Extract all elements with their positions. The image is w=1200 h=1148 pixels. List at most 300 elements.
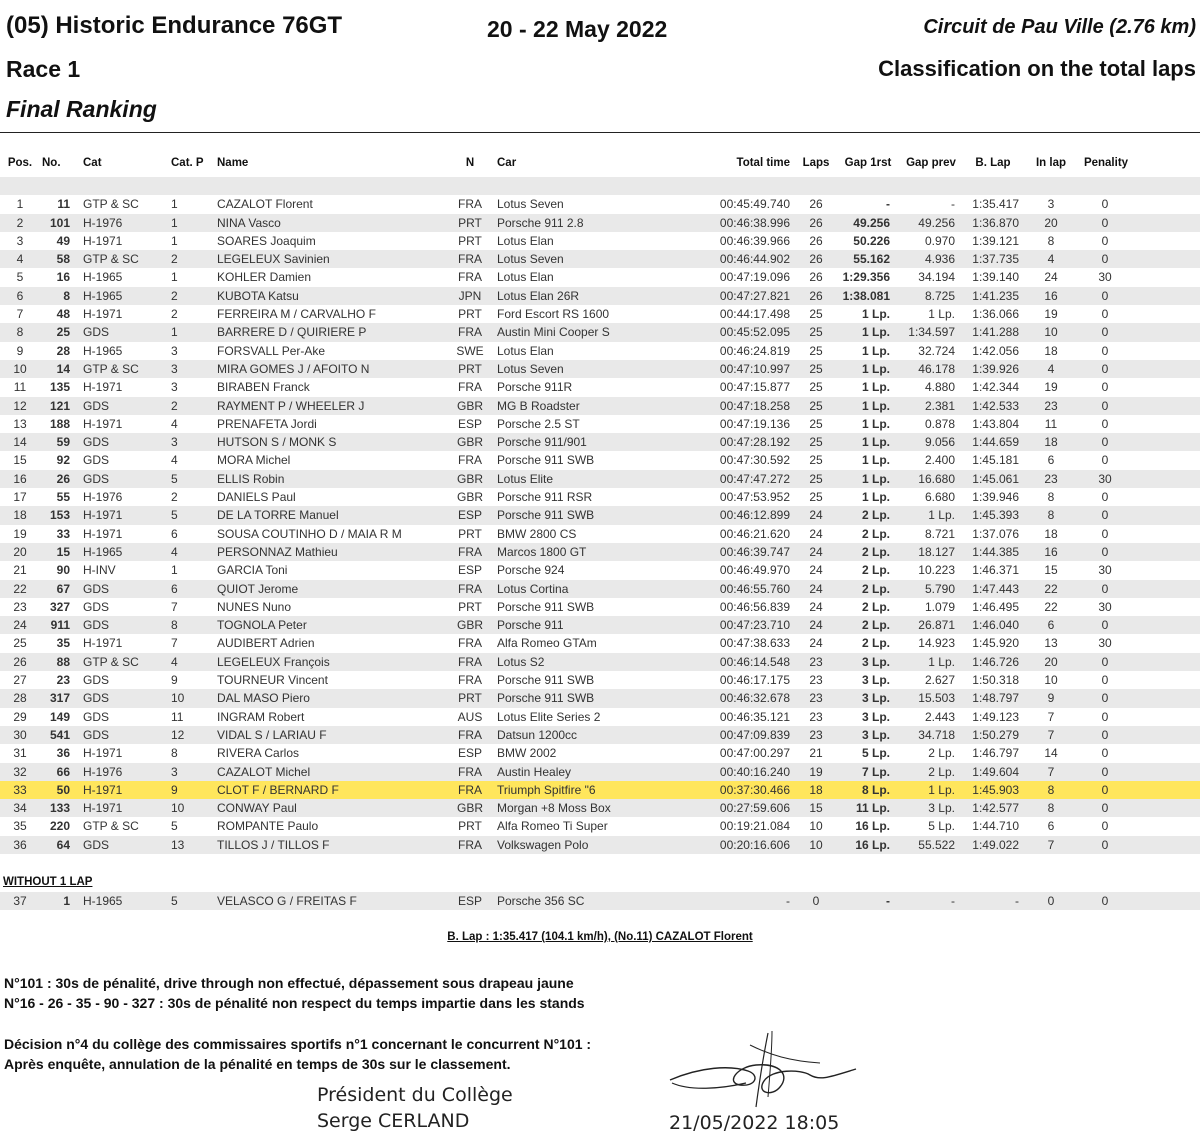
cell-pos: 5	[16, 270, 24, 285]
cell-category-position: 11	[171, 709, 184, 724]
cell-gap-first: 16 Lp.	[855, 837, 890, 852]
cell-best-lap: 1:37.076	[972, 526, 1019, 541]
cell-total-time: 00:45:52.095	[719, 325, 790, 340]
cell-gap-first: 3 Lp.	[861, 654, 890, 669]
cell-pos: 33	[13, 782, 27, 797]
cell-best-lap: 1:50.318	[972, 673, 1019, 688]
cell-gap-first: -	[886, 197, 890, 212]
table-spacer-row	[0, 177, 1200, 195]
table-row	[0, 378, 1200, 396]
cell-gap-first: 2 Lp.	[861, 508, 890, 523]
cell-category: H-1971	[83, 746, 123, 761]
table-row	[0, 689, 1200, 707]
cell-total-time: 00:47:23.710	[719, 618, 790, 633]
cell-total-time: 00:46:44.902	[719, 252, 790, 267]
col-in-lap: In lap	[1035, 157, 1067, 169]
cell-category: H-1971	[83, 233, 123, 248]
cell-in-lap: 7	[1047, 709, 1055, 724]
classification-label: Classification on the total laps	[878, 56, 1196, 81]
cell-number: 90	[56, 563, 70, 578]
cell-penalty: 0	[1101, 453, 1109, 468]
cell-car: Triumph Spitfire "6	[497, 782, 596, 797]
cell-pos: 15	[13, 453, 27, 468]
table-row	[0, 799, 1200, 817]
cell-total-time: 00:46:56.839	[719, 599, 790, 614]
cell-nation: FRA	[458, 782, 482, 797]
cell-gap-prev: 10.223	[918, 563, 955, 578]
cell-category: GDS	[83, 618, 110, 633]
cell-total-time: 00:46:12.899	[719, 508, 790, 523]
cell-number: 50	[56, 782, 70, 797]
cell-category-position: 1	[171, 215, 178, 230]
cell-penalty: 0	[1101, 526, 1109, 541]
cell-category-position: 5	[171, 819, 178, 834]
cell-category-position: 2	[171, 490, 178, 505]
table-row	[0, 817, 1200, 835]
cell-best-lap: 1:45.393	[972, 508, 1019, 523]
cell-total-time: 00:37:30.466	[719, 782, 790, 797]
cell-category-position: 2	[171, 288, 178, 303]
cell-in-lap: 23	[1044, 398, 1058, 413]
cell-category-position: 6	[171, 526, 178, 541]
cell-driver-name: PERSONNAZ Mathieu	[217, 544, 338, 559]
cell-gap-prev: 1 Lp.	[928, 307, 955, 322]
cell-driver-name: FORSVALL Per-Ake	[217, 343, 326, 358]
cell-category: H-1965	[83, 343, 123, 358]
cell-total-time: 00:46:14.548	[719, 654, 790, 669]
cell-driver-name: LEGELEUX Savinien	[217, 252, 330, 267]
cell-in-lap: 11	[1044, 416, 1058, 431]
cell-number: 58	[56, 252, 70, 267]
cell-nation: FRA	[458, 654, 482, 669]
cell-in-lap: 8	[1047, 801, 1055, 816]
without-lap-table	[0, 892, 1200, 910]
cell-laps: 23	[809, 654, 823, 669]
cell-category-position: 2	[171, 398, 178, 413]
cell-gap-first: 1 Lp.	[861, 361, 890, 376]
cell-gap-prev: 9.056	[924, 435, 955, 450]
cell-category: H-1976	[83, 764, 123, 779]
cell-best-lap: 1:37.735	[972, 252, 1019, 267]
cell-car: Alfa Romeo Ti Super	[497, 819, 608, 834]
cell-gap-prev: 18.127	[918, 544, 955, 559]
cell-number: 15	[56, 544, 70, 559]
cell-best-lap: 1:42.056	[972, 343, 1019, 358]
cell-driver-name: BARRERE D / QUIRIERE P	[217, 325, 367, 340]
cell-category: GDS	[83, 673, 110, 688]
cell-gap-first: 1 Lp.	[861, 307, 890, 322]
cell-nation: FRA	[458, 544, 482, 559]
cell-penalty: 30	[1098, 471, 1112, 486]
cell-gap-prev: 46.178	[918, 361, 955, 376]
cell-category: H-1971	[83, 801, 123, 816]
cell-number: 911	[50, 618, 70, 633]
col-pos: Pos.	[7, 157, 33, 169]
cell-gap-first: 1:38.081	[842, 288, 890, 303]
cell-category-position: 13	[171, 837, 185, 852]
cell-gap-first: 1 Lp.	[861, 380, 890, 395]
cell-category: H-INV	[83, 563, 116, 578]
cell-nation: PRT	[458, 215, 482, 230]
cell-laps: 25	[809, 471, 823, 486]
cell-penalty: 0	[1101, 416, 1109, 431]
table-row	[0, 543, 1200, 561]
cell-gap-first: 1 Lp.	[861, 435, 890, 450]
cell-gap-first: 1 Lp.	[861, 453, 890, 468]
cell-best-lap: 1:46.495	[972, 599, 1019, 614]
final-ranking-label: Final Ranking	[6, 96, 157, 122]
cell-laps: 23	[809, 691, 823, 706]
decision-note: Décision n°4 du collège des commissaires sportifs n°1 concernant le concurrent N°101 :	[4, 1036, 592, 1052]
cell-best-lap: 1:39.121	[972, 233, 1019, 248]
cell-car: MG B Roadster	[497, 398, 580, 413]
cell-penalty: 0	[1101, 801, 1109, 816]
cell-total-time: 00:47:15.877	[719, 380, 790, 395]
cell-total-time: 00:47:19.096	[719, 270, 790, 285]
table-row	[0, 360, 1200, 378]
cell-category-position: 12	[171, 727, 185, 742]
cell-number: 48	[56, 307, 70, 322]
cell-driver-name: TILLOS J / TILLOS F	[217, 837, 330, 852]
cell-category-position: 5	[171, 894, 178, 908]
signature-date: 21/05/2022 18:05	[669, 1112, 840, 1134]
cell-driver-name: INGRAM Robert	[217, 709, 305, 724]
cell-category-position: 2	[171, 307, 178, 322]
cell-gap-first: 3 Lp.	[861, 709, 890, 724]
cell-car: Volkswagen Polo	[497, 837, 589, 852]
cell-car: Alfa Romeo GTAm	[497, 636, 597, 651]
cell-in-lap: 23	[1044, 471, 1058, 486]
table-row	[0, 616, 1200, 634]
table-row	[0, 232, 1200, 250]
cell-number: 59	[56, 435, 70, 450]
cell-driver-name: NINA Vasco	[217, 215, 281, 230]
cell-penalty: 30	[1098, 636, 1112, 651]
cell-laps: 0	[812, 894, 820, 908]
cell-pos: 18	[13, 508, 27, 523]
cell-category-position: 3	[171, 361, 178, 376]
col-cat: Cat	[83, 157, 102, 169]
cell-number: 135	[49, 380, 70, 395]
cell-number: 92	[56, 453, 70, 468]
cell-total-time: 00:46:38.996	[719, 215, 790, 230]
cell-number: 67	[56, 581, 70, 596]
cell-pos: 13	[13, 416, 27, 431]
without-lap-label: WITHOUT 1 LAP	[3, 876, 93, 888]
cell-gap-prev: 5 Lp.	[928, 819, 955, 834]
cell-penalty: 0	[1101, 288, 1109, 303]
cell-nation: FRA	[458, 837, 482, 852]
cell-gap-prev: 32.724	[918, 343, 955, 358]
cell-in-lap: 10	[1044, 325, 1058, 340]
cell-best-lap: 1:41.288	[972, 325, 1019, 340]
cell-car: Lotus Elan	[497, 233, 554, 248]
col-name: Name	[217, 157, 249, 169]
cell-pos: 16	[13, 471, 27, 486]
cell-pos: 7	[16, 307, 24, 322]
cell-in-lap: 8	[1047, 508, 1055, 523]
cell-category-position: 4	[171, 544, 178, 559]
cell-gap-first: 1 Lp.	[861, 398, 890, 413]
cell-gap-prev: 34.194	[918, 270, 955, 285]
cell-penalty: 30	[1098, 270, 1112, 285]
cell-best-lap: 1:44.659	[972, 435, 1019, 450]
cell-category-position: 1	[171, 233, 178, 248]
cell-best-lap: 1:42.533	[972, 398, 1019, 413]
table-row	[0, 580, 1200, 598]
cell-total-time: 00:46:32.678	[719, 691, 790, 706]
cell-nation: FRA	[458, 581, 482, 596]
cell-total-time: -	[786, 894, 790, 908]
cell-best-lap: -	[1015, 894, 1019, 908]
cell-nation: PRT	[458, 233, 482, 248]
cell-penalty: 0	[1101, 654, 1109, 669]
cell-car: Lotus S2	[497, 654, 545, 669]
cell-category-position: 1	[171, 270, 178, 285]
cell-pos: 37	[13, 894, 27, 908]
circuit-name: Circuit de Pau Ville (2.76 km)	[923, 16, 1196, 38]
cell-driver-name: VELASCO G / FREITAS F	[217, 894, 357, 908]
cell-category: GDS	[83, 435, 110, 450]
cell-gap-prev: -	[951, 894, 955, 908]
cell-laps: 25	[809, 307, 823, 322]
cell-penalty: 0	[1101, 252, 1109, 267]
cell-driver-name: CLOT F / BERNARD F	[217, 782, 339, 797]
cell-in-lap: 6	[1047, 453, 1055, 468]
cell-total-time: 00:20:16.606	[719, 837, 790, 852]
cell-category-position: 9	[171, 673, 178, 688]
cell-gap-prev: 2 Lp.	[928, 764, 955, 779]
cell-penalty: 0	[1101, 709, 1109, 724]
cell-total-time: 00:46:35.121	[719, 709, 790, 724]
cell-gap-prev: 6.680	[924, 490, 955, 505]
cell-nation: JPN	[458, 288, 482, 303]
cell-best-lap: 1:46.726	[972, 654, 1019, 669]
cell-in-lap: 8	[1047, 782, 1055, 797]
cell-car: Porsche 911 SWB	[497, 599, 595, 614]
cell-car: Porsche 924	[497, 563, 565, 578]
cell-number: 36	[56, 746, 70, 761]
cell-in-lap: 16	[1044, 544, 1058, 559]
cell-laps: 24	[809, 581, 823, 596]
cell-best-lap: 1:49.022	[972, 837, 1019, 852]
cell-category: H-1976	[83, 490, 123, 505]
cell-gap-first: 49.256	[853, 215, 890, 230]
cell-car: Lotus Cortina	[497, 581, 569, 596]
cell-car: Porsche 911 SWB	[497, 691, 595, 706]
cell-penalty: 0	[1101, 544, 1109, 559]
cell-best-lap: 1:45.920	[972, 636, 1019, 651]
cell-driver-name: FERREIRA M / CARVALHO F	[217, 307, 376, 322]
cell-category: H-1965	[83, 544, 123, 559]
cell-gap-first: 1 Lp.	[861, 416, 890, 431]
cell-laps: 26	[809, 288, 823, 303]
cell-driver-name: GARCIA Toni	[217, 563, 288, 578]
cell-car: Lotus Seven	[497, 361, 564, 376]
cell-gap-first: 16 Lp.	[855, 819, 890, 834]
cell-best-lap: 1:47.443	[972, 581, 1019, 596]
cell-best-lap: 1:44.385	[972, 544, 1019, 559]
cell-category-position: 8	[171, 618, 178, 633]
cell-number: 16	[56, 270, 70, 285]
cell-car: Porsche 911 SWB	[497, 673, 595, 688]
cell-nation: AUS	[457, 709, 483, 724]
cell-number: 88	[56, 654, 70, 669]
cell-number: 64	[56, 837, 70, 852]
cell-nation: FRA	[458, 252, 482, 267]
cell-nation: FRA	[458, 325, 482, 340]
col-cat-p: Cat. P	[171, 157, 204, 169]
cell-total-time: 00:47:38.633	[719, 636, 790, 651]
cell-gap-prev: -	[951, 197, 955, 212]
cell-pos: 3	[16, 233, 24, 248]
cell-number: 101	[49, 215, 70, 230]
cell-car: Lotus Seven	[497, 197, 564, 212]
cell-driver-name: CONWAY Paul	[217, 801, 297, 816]
cell-gap-prev: 2.627	[924, 673, 955, 688]
cell-total-time: 00:47:27.821	[719, 288, 790, 303]
cell-best-lap: 1:46.040	[972, 618, 1019, 633]
cell-laps: 24	[809, 563, 823, 578]
cell-laps: 24	[809, 618, 823, 633]
cell-in-lap: 18	[1044, 343, 1058, 358]
cell-category-position: 10	[171, 801, 185, 816]
cell-gap-first: 1 Lp.	[861, 471, 890, 486]
cell-car: Porsche 911R	[497, 380, 573, 395]
table-row	[0, 763, 1200, 781]
col-best-lap: B. Lap	[975, 157, 1011, 169]
cell-number: 317	[49, 691, 70, 706]
cell-number: 14	[56, 361, 70, 376]
cell-in-lap: 6	[1047, 618, 1055, 633]
cell-total-time: 00:47:10.997	[719, 361, 790, 376]
cell-best-lap: 1:42.577	[972, 801, 1019, 816]
cell-category-position: 3	[171, 435, 178, 450]
cell-number: 220	[49, 819, 70, 834]
cell-category: GDS	[83, 453, 110, 468]
cell-nation: ESP	[457, 563, 482, 578]
table-row	[0, 268, 1200, 286]
table-row	[0, 634, 1200, 652]
cell-nation: FRA	[458, 380, 482, 395]
cell-penalty: 0	[1101, 782, 1109, 797]
cell-gap-first: 3 Lp.	[861, 727, 890, 742]
cell-car: BMW 2002	[497, 746, 557, 761]
cell-best-lap: 1:45.181	[972, 453, 1019, 468]
cell-in-lap: 20	[1044, 654, 1058, 669]
cell-category: GTP & SC	[83, 197, 139, 212]
cell-driver-name: VIDAL S / LARIAU F	[217, 727, 327, 742]
cell-number: 55	[56, 490, 70, 505]
cell-in-lap: 16	[1044, 288, 1058, 303]
cell-driver-name: NUNES Nuno	[217, 599, 292, 614]
cell-category: GDS	[83, 709, 110, 724]
table-row	[0, 488, 1200, 506]
cell-driver-name: ELLIS Robin	[217, 471, 285, 486]
cell-best-lap: 1:46.371	[972, 563, 1019, 578]
cell-pos: 28	[13, 691, 27, 706]
cell-car: Austin Mini Cooper S	[497, 325, 610, 340]
cell-pos: 14	[13, 435, 27, 450]
president-title: Président du Collège	[317, 1084, 513, 1106]
cell-category: H-1965	[83, 270, 123, 285]
cell-best-lap: 1:49.604	[972, 764, 1019, 779]
cell-nation: PRT	[458, 361, 482, 376]
cell-gap-first: 2 Lp.	[861, 581, 890, 596]
cell-penalty: 0	[1101, 764, 1109, 779]
cell-gap-prev: 1 Lp.	[928, 782, 955, 797]
table-row	[0, 781, 1200, 799]
cell-number: 149	[49, 709, 70, 724]
cell-number: 26	[56, 471, 70, 486]
cell-nation: ESP	[457, 416, 482, 431]
cell-car: Lotus Elan	[497, 343, 554, 358]
cell-nation: GBR	[456, 471, 483, 486]
cell-category-position: 5	[171, 471, 178, 486]
cell-gap-prev: 26.871	[918, 618, 955, 633]
decision-note: Après enquête, annulation de la pénalité en temps de 30s sur le classement.	[4, 1056, 511, 1072]
cell-laps: 24	[809, 508, 823, 523]
cell-total-time: 00:40:16.240	[719, 764, 790, 779]
cell-nation: ESP	[457, 746, 482, 761]
cell-in-lap: 9	[1047, 691, 1055, 706]
table-row	[0, 305, 1200, 323]
cell-total-time: 00:47:53.952	[719, 490, 790, 505]
cell-pos: 20	[13, 544, 27, 559]
table-row	[0, 726, 1200, 744]
cell-in-lap: 0	[1047, 894, 1055, 908]
cell-best-lap: 1:46.797	[972, 746, 1019, 761]
cell-driver-name: TOURNEUR Vincent	[217, 673, 328, 688]
cell-best-lap: 1:44.710	[972, 819, 1019, 834]
cell-driver-name: PRENAFETA Jordi	[217, 416, 317, 431]
cell-driver-name: DAL MASO Piero	[217, 691, 310, 706]
cell-nation: GBR	[456, 801, 483, 816]
cell-total-time: 00:46:49.970	[719, 563, 790, 578]
cell-penalty: 0	[1101, 361, 1109, 376]
cell-laps: 24	[809, 636, 823, 651]
cell-total-time: 00:46:55.760	[719, 581, 790, 596]
cell-in-lap: 20	[1044, 215, 1058, 230]
table-row	[0, 671, 1200, 689]
cell-total-time: 00:47:47.272	[719, 471, 790, 486]
cell-gap-first: 2 Lp.	[861, 544, 890, 559]
cell-nation: FRA	[458, 764, 482, 779]
cell-penalty: 30	[1098, 599, 1112, 614]
cell-laps: 21	[809, 746, 823, 761]
cell-penalty: 0	[1101, 435, 1109, 450]
cell-penalty: 0	[1101, 508, 1109, 523]
cell-laps: 25	[809, 490, 823, 505]
penalty-note: N°101 : 30s de pénalité, drive through non effectué, dépassement sous drapeau jaune	[4, 975, 574, 991]
cell-number: 23	[56, 673, 70, 688]
cell-pos: 26	[13, 654, 27, 669]
cell-penalty: 0	[1101, 490, 1109, 505]
cell-car: BMW 2800 CS	[497, 526, 577, 541]
cell-car: Lotus Elan	[497, 270, 554, 285]
cell-penalty: 0	[1101, 343, 1109, 358]
cell-in-lap: 8	[1047, 490, 1055, 505]
cell-pos: 19	[13, 526, 27, 541]
cell-pos: 2	[16, 215, 24, 230]
cell-laps: 23	[809, 727, 823, 742]
cell-nation: FRA	[458, 636, 482, 651]
cell-laps: 26	[809, 233, 823, 248]
cell-car: Porsche 911 RSR	[497, 490, 593, 505]
cell-total-time: 00:46:17.175	[719, 673, 790, 688]
cell-penalty: 0	[1101, 307, 1109, 322]
cell-driver-name: RIVERA Carlos	[217, 746, 300, 761]
